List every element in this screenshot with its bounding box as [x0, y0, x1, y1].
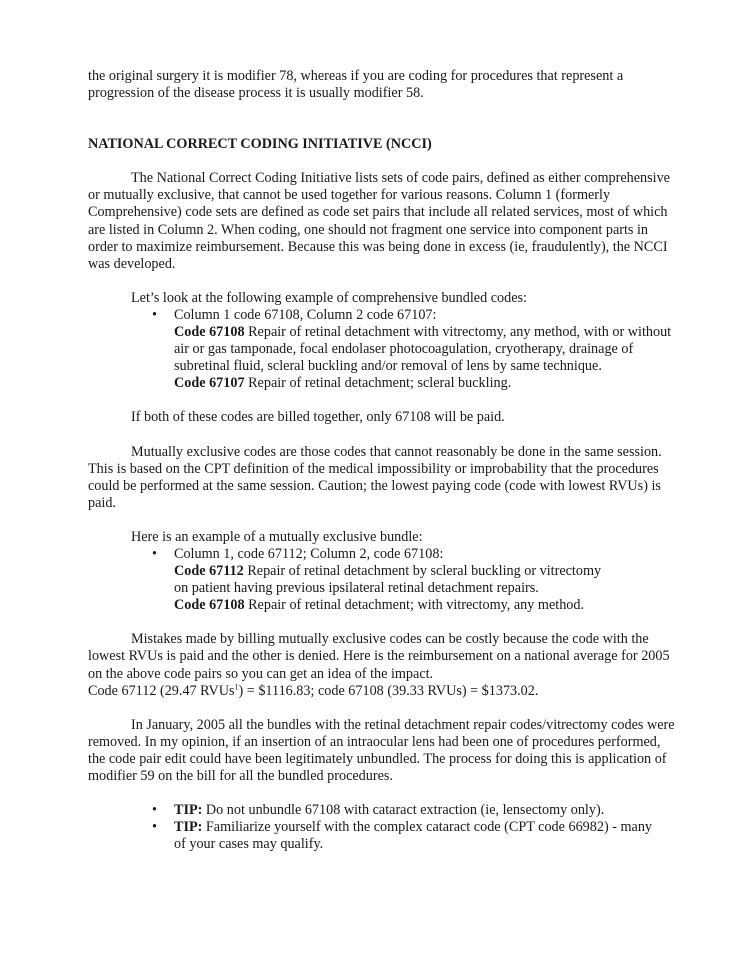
code-description	[174, 324, 678, 375]
reimbursement-part-1: Code 67112 (29.47 RVUs	[88, 682, 235, 699]
tips-list	[88, 802, 678, 853]
list-item	[88, 307, 678, 392]
comprehensive-note: If both of these codes are billed together, only 67108 will be paid.	[131, 409, 505, 426]
mistakes-paragraph: Mistakes made by billing mutually exclusive codes can be costly because the code with the lowest RVUs is paid and the other is denied. Here is the reimbursement on a national average for 2005 on the above code pairs so you can get an idea of the impact.	[88, 631, 670, 682]
tip-item	[88, 819, 678, 853]
code-description	[174, 563, 678, 597]
footnote-marker: 1	[234, 681, 239, 691]
code-label: Code 67108	[174, 597, 245, 614]
bullet-icon: •	[152, 306, 157, 323]
code-label: Code 67112	[174, 563, 244, 580]
intro-line-2: progression of the disease process it is usually modifier 58.	[88, 85, 424, 102]
bullet-icon: •	[152, 545, 157, 562]
tip-item	[88, 802, 678, 819]
ncci-paragraph: The National Correct Coding Initiative lists sets of code pairs, defined as either comprehensive or mutually exclusive, that cannot be used together for various reasons. Column 1 (formerly Comprehensive) code sets are defined as code set pairs that include all related services, most of which are listed in Column 2. When coding, one should not fragment one service into component parts in order to maximize reimbursement. Because this was being done in excess (ie, fraudulently), the NCCI was developed.	[88, 170, 670, 272]
code-label: Code 67107	[174, 375, 245, 392]
reimbursement-line	[88, 683, 678, 700]
comprehensive-list	[88, 307, 678, 392]
tip-label: TIP:	[174, 802, 203, 819]
code-description	[174, 375, 678, 392]
code-text: Repair of retinal detachment by scleral buckling or vitrectomy on patient having previous ipsilateral retinal detachment repairs.	[174, 563, 602, 597]
intro-line-1: the original surgery it is modifier 78, whereas if you are coding for procedures that represent a	[88, 68, 624, 84]
section-heading: NATIONAL CORRECT CODING INITIATIVE (NCCI)	[88, 136, 432, 153]
bullet-lead: Column 1, code 67112; Column 2, code 67108:	[174, 545, 444, 562]
list-item	[88, 546, 678, 614]
mutual-paragraph: Mutually exclusive codes are those codes that cannot reasonably be done in the same session. This is based on the CPT definition of the medical impossibility or improbability that the procedures could be performed at the same session. Caution; the lowest paying code (code with lowest RVUs) is paid.	[88, 443, 662, 511]
bullet-icon: •	[152, 819, 157, 836]
bullet-icon: •	[152, 802, 157, 819]
code-label: Code 67108	[174, 324, 245, 341]
comprehensive-intro: Let’s look at the following example of comprehensive bundled codes:	[131, 289, 527, 306]
code-text: Repair of retinal detachment; scleral buckling.	[244, 375, 512, 392]
code-description	[174, 597, 678, 614]
mutual-list	[88, 546, 678, 614]
tip-text: Do not unbundle 67108 with cataract extraction (ie, lensectomy only).	[202, 802, 605, 819]
code-text: Repair of retinal detachment with vitrectomy, any method, with or without air or gas tamponade, focal endolaser photocoagulation, cryotherapy, drainage of subretinal fluid, scleral buckling and/or removal of lens by same technique.	[174, 324, 672, 375]
mutual-intro: Here is an example of a mutually exclusive bundle:	[131, 528, 423, 545]
bullet-lead: Column 1 code 67108, Column 2 code 67107:	[174, 306, 437, 323]
tip-label: TIP:	[174, 819, 203, 836]
document-page	[88, 68, 678, 853]
code-text: Repair of retinal detachment; with vitrectomy, any method.	[244, 597, 585, 614]
reimbursement-part-2: ) = $1116.83; code 67108 (39.33 RVUs) = $1373.02.	[238, 682, 539, 699]
january-paragraph: In January, 2005 all the bundles with the retinal detachment repair codes/vitrectomy codes were removed. In my opinion, if an insertion of an intraocular lens had been one of procedures performed, the code pair edit could have been legitimately unbundled. The process for doing this is application of modifier 59 on the bill for all the bundled procedures.	[88, 716, 675, 784]
tip-text: Familiarize yourself with the complex cataract code (CPT code 66982) - many of your cases may qualify.	[174, 819, 653, 853]
